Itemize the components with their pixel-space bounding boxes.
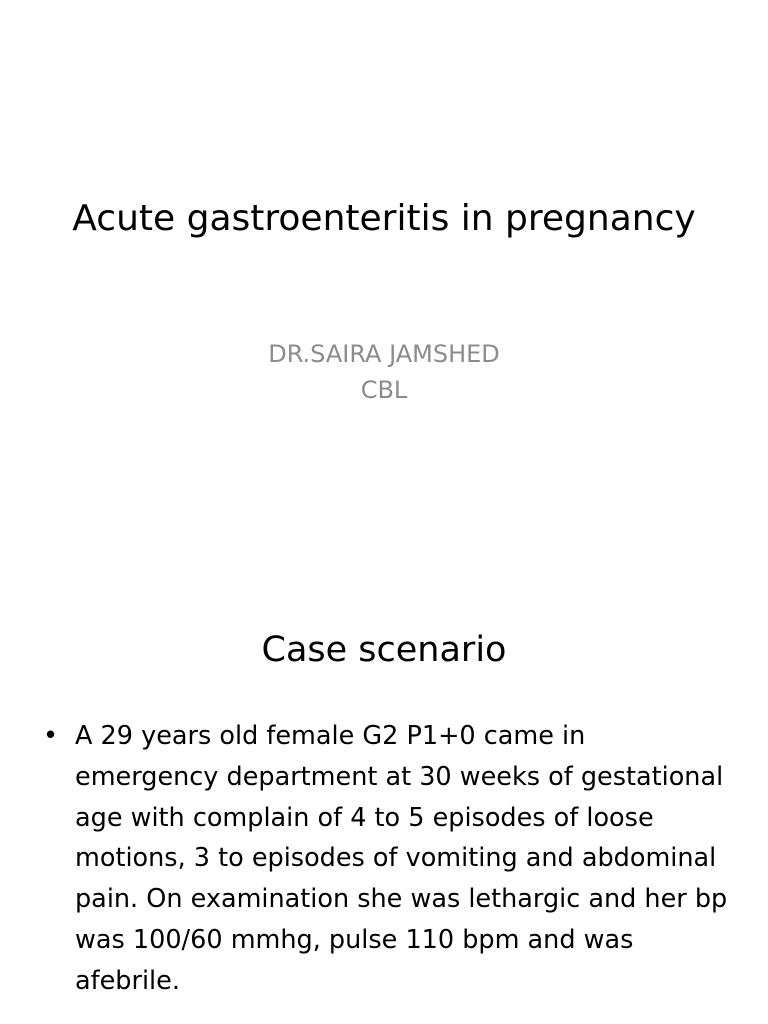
author-name: DR.SAIRA JAMSHED <box>268 340 500 368</box>
slide-title: Case scenario <box>261 630 507 670</box>
subtitle-tag: CBL <box>360 376 408 404</box>
bullet-item <box>40 716 730 1002</box>
case-scenario-slide <box>0 576 768 1024</box>
bullet-text: A 29 years old female G2 P1+0 came in emergency department at 30 weeks of gestational age with complain of 4 to 5 episodes of loose motions, 3 to episodes of vomiting and abdominal pain. On examination she was lethargic and her bp was 100/60 mmhg, pulse 110 bpm and was afebrile. <box>75 721 728 996</box>
presentation-subtitle <box>0 336 768 408</box>
bullet-list <box>40 716 730 1002</box>
presentation-title: Acute gastroenteritis in pregnancy <box>72 198 696 239</box>
bullet-dot-icon: • <box>43 721 59 751</box>
